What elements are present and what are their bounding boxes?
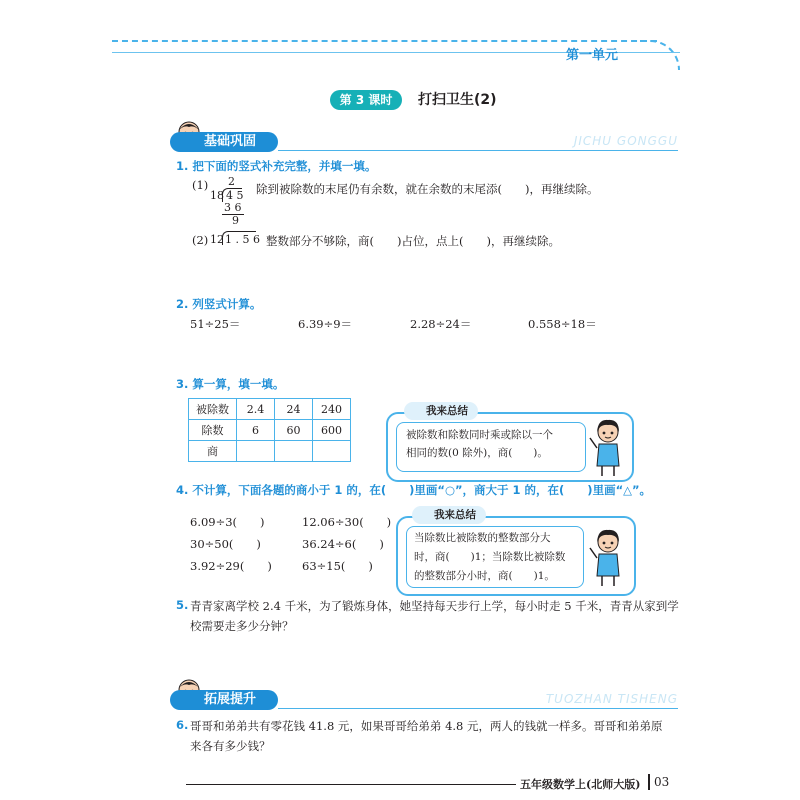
q4-title: 4. 不计算，下面各题的商小于 1 的，在( )里画“○”，商大于 1 的，在( )里画“△”。 <box>176 483 652 497</box>
q1-part2-label: (2) <box>192 233 209 247</box>
summary-box-2 <box>396 516 636 596</box>
table-cell: 被除数 <box>189 399 237 420</box>
q1-title: 1. 把下面的竖式补充完整，并填一填。 <box>176 159 377 173</box>
table-cell: 600 <box>313 420 351 441</box>
summary-2-line3: 的整数部分小时，商( )1。 <box>414 570 555 582</box>
q6-line2: 来各有多少钱？ <box>190 739 271 753</box>
q4-item: 6.09÷3( ) <box>190 515 265 529</box>
summary-2-line1: 当除数比被除数的整数部分大 <box>414 532 551 544</box>
summary-box-1 <box>386 412 634 482</box>
footer-rule <box>186 784 516 785</box>
section-rule-basic <box>278 150 678 151</box>
q5-number: 5. <box>176 598 189 612</box>
section-banner-basic <box>170 132 678 152</box>
unit-title: 第一单元 <box>566 48 619 63</box>
summary-1-line1: 被除数和除数同时乘或除以一个 <box>406 429 553 441</box>
q4-item: 36.24÷6( ) <box>302 537 384 551</box>
table-row <box>189 441 351 462</box>
q6-line1: 哥哥和弟弟共有零花钱 41.8 元，如果哥哥给弟弟 4.8 元，两人的钱就一样多。哥哥和弟弟原 <box>190 719 663 733</box>
summary-2-line2: 时，商( )1；当除数比被除数 <box>414 551 566 563</box>
table-cell: 6 <box>237 420 275 441</box>
header-dashed-arc <box>640 40 680 70</box>
q2-item-1: 51÷25＝ <box>190 317 241 331</box>
q3-title: 3. 算一算，填一填。 <box>176 377 285 391</box>
q1-div-dividend: 4 5 <box>226 189 244 202</box>
q1-part1-text: 除到被除数的末尾仍有余数，就在余数的末尾添( )，再继续除。 <box>256 182 599 196</box>
page-number: 03 <box>654 775 670 789</box>
footer-separator <box>648 774 650 790</box>
section-english-basic: JICHU GONGGU <box>573 134 678 148</box>
table-cell-answer[interactable] <box>275 441 313 462</box>
table-cell: 240 <box>313 399 351 420</box>
footer-book: 五年级数学上(北师大版) <box>520 778 641 791</box>
q1-div-quotient: 2 <box>228 175 235 188</box>
table-cell: 60 <box>275 420 313 441</box>
q3-table <box>188 398 351 462</box>
q5-line2: 校需要走多少分钟？ <box>190 619 294 633</box>
q4-item: 12.06÷30( ) <box>302 515 392 529</box>
table-cell: 商 <box>189 441 237 462</box>
girl-mascot-icon <box>588 418 628 478</box>
lesson-title: 打扫卫生(2) <box>418 92 497 108</box>
q5-line1: 青青家离学校 2.4 千米，为了锻炼身体，她坚持每天步行上学，每小时走 5 千米，青青从家到学 <box>190 599 679 613</box>
lesson-badge: 第 3 课时 <box>330 90 402 110</box>
table-cell: 除数 <box>189 420 237 441</box>
q2-item-4: 0.558÷18＝ <box>528 317 597 331</box>
q2-item-3: 2.28÷24＝ <box>410 317 472 331</box>
table-cell-answer[interactable] <box>237 441 275 462</box>
q2-item-2: 6.39÷9＝ <box>298 317 353 331</box>
q4-item: 63÷15( ) <box>302 559 373 573</box>
table-cell-answer[interactable] <box>313 441 351 462</box>
summary-tag-2: 我来总结 <box>412 506 486 524</box>
q2-title: 2. 列竖式计算。 <box>176 297 262 311</box>
q6-number: 6. <box>176 718 189 732</box>
section-title-extend: 拓展提升 <box>170 690 278 710</box>
q1-div-sub: 3 6 <box>224 201 242 214</box>
q4-item: 3.92÷29( ) <box>190 559 272 573</box>
section-title-basic: 基础巩固 <box>170 132 278 152</box>
girl-mascot-icon <box>588 528 628 588</box>
q1-div2-dividend: 1 . 5 6 <box>225 233 260 246</box>
header-dashed-line <box>112 40 657 42</box>
section-banner-extend <box>170 690 678 710</box>
summary-tag-1: 我来总结 <box>404 402 478 420</box>
q1-div2-divisor: 12 <box>210 233 224 246</box>
table-cell: 24 <box>275 399 313 420</box>
table-cell: 2.4 <box>237 399 275 420</box>
q4-item: 30÷50( ) <box>190 537 261 551</box>
section-rule-extend <box>278 708 678 709</box>
table-row <box>189 420 351 441</box>
q1-part2-text: 整数部分不够除，商( )占位，点上( )，再继续除。 <box>266 234 560 248</box>
q1-div-divisor: 18 <box>210 189 224 202</box>
q1-part1-label: (1) <box>192 178 209 192</box>
summary-1-line2: 相同的数(0 除外)，商( )。 <box>406 447 548 459</box>
q1-div-rem: 9 <box>232 214 239 227</box>
section-english-extend: TUOZHAN TISHENG <box>545 692 678 706</box>
table-row <box>189 399 351 420</box>
